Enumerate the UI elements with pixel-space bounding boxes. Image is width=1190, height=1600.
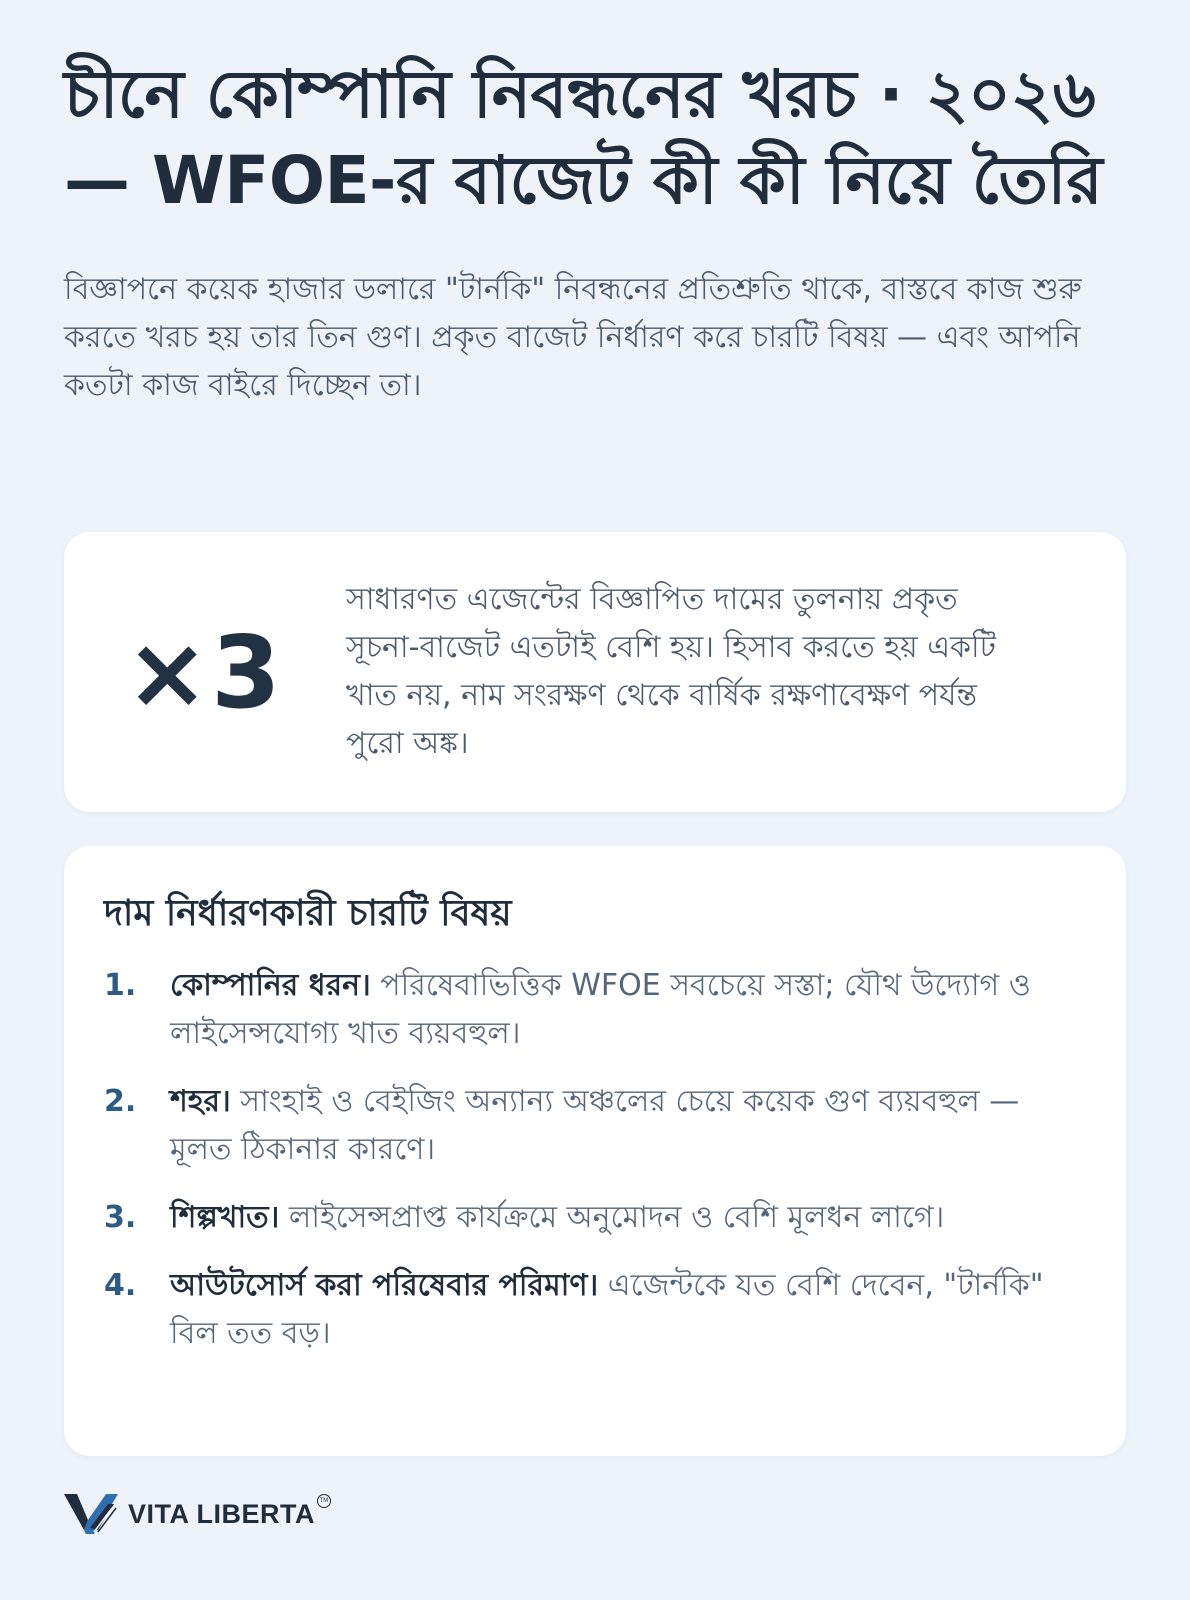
trademark-mark: TM bbox=[317, 1494, 331, 1508]
factors-card bbox=[64, 846, 1126, 1456]
lead-paragraph: বিজ্ঞাপনে কয়েক হাজার ডলারে "টার্নকি" নিবন্ধনের প্রতিশ্রুতি থাকে, বাস্তবে কাজ শুরু করতে খরচ হয় তার তিন গুণ। প্রকৃত বাজেট নির্ধারণ করে চারটি বিষয় — এবং আপনি কতটা কাজ বাইরে দিচ্ছেন তা। bbox=[64, 272, 1082, 403]
factors-heading: দাম নির্ধারণকারী চারটি বিষয় bbox=[104, 893, 512, 934]
list-item bbox=[104, 1262, 1084, 1358]
list-number: 1. bbox=[104, 968, 137, 1003]
list-item bbox=[104, 962, 1084, 1058]
list-item-term: শিল্পখাত। bbox=[170, 1200, 280, 1235]
brand-name: VITA LIBERTA bbox=[128, 1498, 315, 1529]
list-item-text: এজেন্টকে যত বেশি দেবেন, "টার্নকি" বিল তত বড়। bbox=[170, 1268, 1044, 1351]
list-item-term: কোম্পানির ধরন। bbox=[170, 968, 371, 1003]
list-item bbox=[104, 1194, 1084, 1242]
factor-list bbox=[104, 962, 1084, 1378]
list-item-text: লাইসেন্সপ্রাপ্ত কার্যক্রমে অনুমোদন ও বেশি মূলধন লাগে। bbox=[279, 1200, 945, 1235]
page-title: চীনে কোম্পানি নিবন্ধনের খরচ · ২০২৬ — WFOE-র বাজেট কী কী নিয়ে তৈরি bbox=[64, 56, 1103, 219]
vita-liberta-logo-icon bbox=[64, 1494, 118, 1534]
list-item-body bbox=[170, 962, 1084, 1058]
list-item-body bbox=[170, 1262, 1084, 1358]
list-item-term: আউটসোর্স করা পরিষেবার পরিমাণ। bbox=[170, 1268, 599, 1303]
list-item bbox=[104, 1078, 1084, 1174]
list-item-term: শহর। bbox=[170, 1084, 231, 1119]
list-item-text: সাংহাই ও বেইজিং অন্যান্য অঞ্চলের চেয়ে কয়েক গুণ ব্যয়বহুল — মূলত ঠিকানার কারণে। bbox=[170, 1084, 1020, 1167]
stat-card bbox=[64, 532, 1126, 812]
list-number: 4. bbox=[104, 1268, 137, 1303]
list-number: 3. bbox=[104, 1200, 137, 1235]
list-item-text: পরিষেবাভিত্তিক WFOE সবচেয়ে সস্তা; যৌথ উদ্যোগ ও লাইসেন্সযোগ্য খাত ব্যয়বহুল। bbox=[170, 968, 1031, 1051]
page-header bbox=[64, 52, 1126, 410]
list-item-body bbox=[170, 1078, 1084, 1174]
brand-logo bbox=[64, 1494, 331, 1534]
list-number: 2. bbox=[104, 1084, 137, 1119]
stat-description: সাধারণত এজেন্টের বিজ্ঞাপিত দামের তুলনায় প্রকৃত সূচনা-বাজেট এতটাই বেশি হয়। হিসাব করতে হয় একটি খাত নয়, নাম সংরক্ষণ থেকে বার্ষিক রক্ষণাবেক্ষণ পর্যন্ত পুরো অঙ্ক। bbox=[346, 582, 996, 761]
stat-value: ×3 bbox=[125, 613, 283, 731]
list-item-body bbox=[170, 1194, 1084, 1242]
